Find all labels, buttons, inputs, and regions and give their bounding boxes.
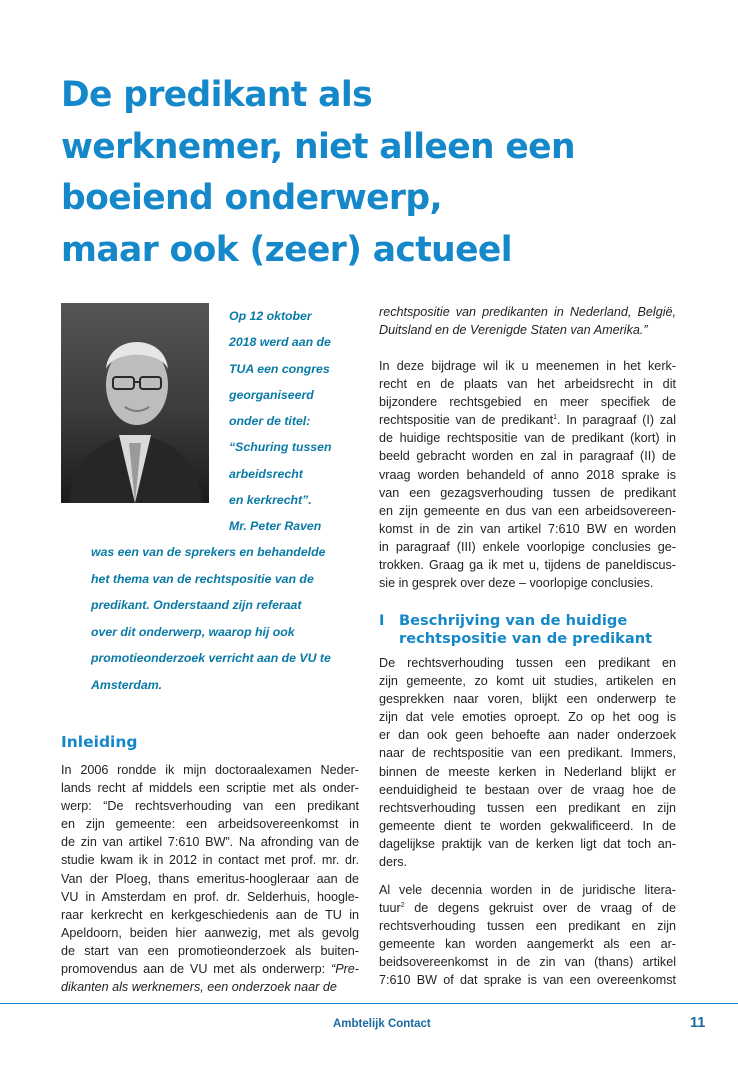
text-line: Duitsland en de Verenigde Staten van Amerika.” [379,323,648,338]
intro-line: arbeidsrecht [229,466,303,481]
text-line: gemeente kan worden aangemerkt als een ar- [379,937,676,952]
quote-continuation [379,303,676,339]
intro-line: het thema van de rechtspositie van de [91,571,314,586]
intro-line: promotieonderzoek verricht aan de VU te [91,651,331,665]
intro-line: Amsterdam. [91,677,163,692]
text-line: rechtspositie van predikanten in Nederland, België, [379,305,676,319]
text-line: de huidige rechtspositie van de predikant (kort) in [379,431,676,446]
text-line: de start van een promotieonderzoek als buiten- [61,943,359,958]
text-line: dagelijkse praktijk van de kerken ligt dat toch an- [379,836,676,851]
intro-below-photo [91,539,331,698]
intro-line: Mr. Peter Raven [229,519,322,534]
footer-divider [0,1003,738,1004]
text-line: dikanten als werknemers, een onderzoek naar de [61,980,337,995]
text-line: studie kwam ik in 2012 in contact met prof. mr. dr. [61,853,359,868]
text-segment: . In paragraaf (I) zal [557,413,676,428]
text-line: VU in Amsterdam en prof. dr. Selderhuis, hoogle- [61,889,359,904]
intro-line: over dit onderwerp, waarop hij ook [91,624,295,639]
title-line: werknemer, niet alleen een [61,126,575,167]
footnote-marker: 1 [553,414,558,422]
section-number: I [379,612,385,629]
text-line: ders. [379,855,407,870]
text-line: sie in gesprek over deze – voorlopige conclusies. [379,576,654,591]
text-line: komst in de zin van artikel 7:610 BW en worden [379,521,676,536]
title-line: boeiend onderwerp, [61,178,442,218]
rechtsverhouding-paragraph [379,654,676,871]
text-segment: promovendus aan de VU met als onderwerp: [61,962,326,977]
text-line: bijzondere rechtsgebied en meer specifiek de [379,395,676,410]
text-line: recht en de plaats van het arbeidsrecht in dit [379,377,676,392]
text-line: lands recht af middels een scriptie met als onder- [61,781,359,796]
title-line: maar ook (zeer) actueel [61,229,512,270]
text-line: De rechtsverhouding tussen een predikant en [379,656,676,670]
text-line [61,960,359,978]
text-line: werp: “De rechtsverhouding van een predikant [61,799,359,814]
text-line [379,899,676,917]
text-segment: tuur [379,901,401,916]
intro-line: TUA een congres [229,361,330,376]
text-line: In deze bijdrage wil ik u meenemen in het kerk- [379,359,676,373]
intro-line: was een van de sprekers en behandelde [91,545,326,559]
section-heading-line: rechtspositie van de predikant [399,630,653,647]
text-line: beeld gebracht worden en zal in paragraaf (II) de [379,449,676,464]
footer-publication-name: Ambtelijk Contact [333,1018,431,1030]
text-line: trokken. Graag ga ik met u, tijdens de paneldiscus- [379,558,676,573]
text-line: In 2006 rondde ik mijn doctoraalexamen Neder- [61,763,359,777]
italic-segment: “Pre- [331,962,359,977]
text-line: 7:610 BW of dat sprake is van een overeenkomst [379,973,676,988]
text-line [379,411,676,429]
text-line: Apeldoorn, beiden hier aanwezig, met als gevolg [61,925,359,940]
text-segment: rechtspositie van de predikant [379,413,554,428]
text-line: in paragraaf (III) enkele voorlopige conclusies ge- [379,539,676,554]
text-line: rechtsverhouding tussen een predikant en zijn [379,800,676,815]
text-line: beidsovereenkomst in de zin van (thans) artikel [379,955,676,970]
text-line: er dan ook geen behoefte aan nader onderzoek [379,728,676,743]
section-heading [399,612,652,648]
text-line: gesprekken naar voren, blijkt een onderwerp te [379,692,676,707]
article-title [61,70,701,276]
text-line: Van der Ploeg, thans emeritus-hoogleraar aan de [61,871,359,886]
portrait-illustration [61,303,209,503]
intro-line: predikant. Onderstaand zijn referaat [91,598,302,612]
text-line: gemeente dient te worden gekwalificeerd. In de [379,818,676,833]
text-line: van een gezagsverhouding tussen de predikant [379,485,676,500]
text-line: rechtsverhouding tussen een predikant en zijn [379,919,676,934]
intro-line: en kerkrecht”. [229,493,312,508]
intro-line: “Schuring tussen [229,440,332,455]
intro-line: onder de titel: [229,414,311,429]
text-line: zijn dat vele emoties oproept. Zo op het oog is [379,710,676,725]
intro-line: 2018 werd aan de [229,335,331,350]
bijdrage-paragraph [379,357,676,592]
text-line: zijn gemeente, zo komt uit studies, artikelen en [379,674,676,689]
intro-line: georganiseerd [229,387,314,402]
intro-line: Op 12 oktober [229,309,312,323]
text-line: binnen de meeste kerken in Nederland blijkt er [379,764,676,779]
inleiding-heading: Inleiding [61,733,138,751]
text-line: en zijn gemeente en dus van een arbeidsovereen- [379,503,676,518]
page-number: 11 [690,1015,706,1031]
intro-beside-photo [229,303,332,540]
text-line: vraag worden behandeld of anno 2018 sprake is [379,467,676,482]
author-portrait-photo [61,303,209,503]
text-line: raar kerkrecht en kerkgeschiedenis aan de TU in [61,907,359,922]
title-line: De predikant als [61,75,373,115]
text-line: Al vele decennia worden in de juridische litera- [379,883,676,897]
section-heading-line: Beschrijving van de huidige [399,612,628,629]
text-line: de zin van artikel 7:610 BW”. Na afronding van de [61,835,359,850]
text-line: naar de rechtspositie van een predikant. Immers, [379,746,676,761]
text-line: eenduidigheid te bestaan over de vraag hoe de [379,782,676,797]
footnote-marker: 2 [400,902,405,910]
literatuur-paragraph [379,881,676,990]
inleiding-paragraph [61,761,359,996]
text-line: en zijn gemeente: een arbeidsovereenkomst in [61,817,359,832]
text-segment: de degens gekruist over de vraag of de [404,901,676,916]
